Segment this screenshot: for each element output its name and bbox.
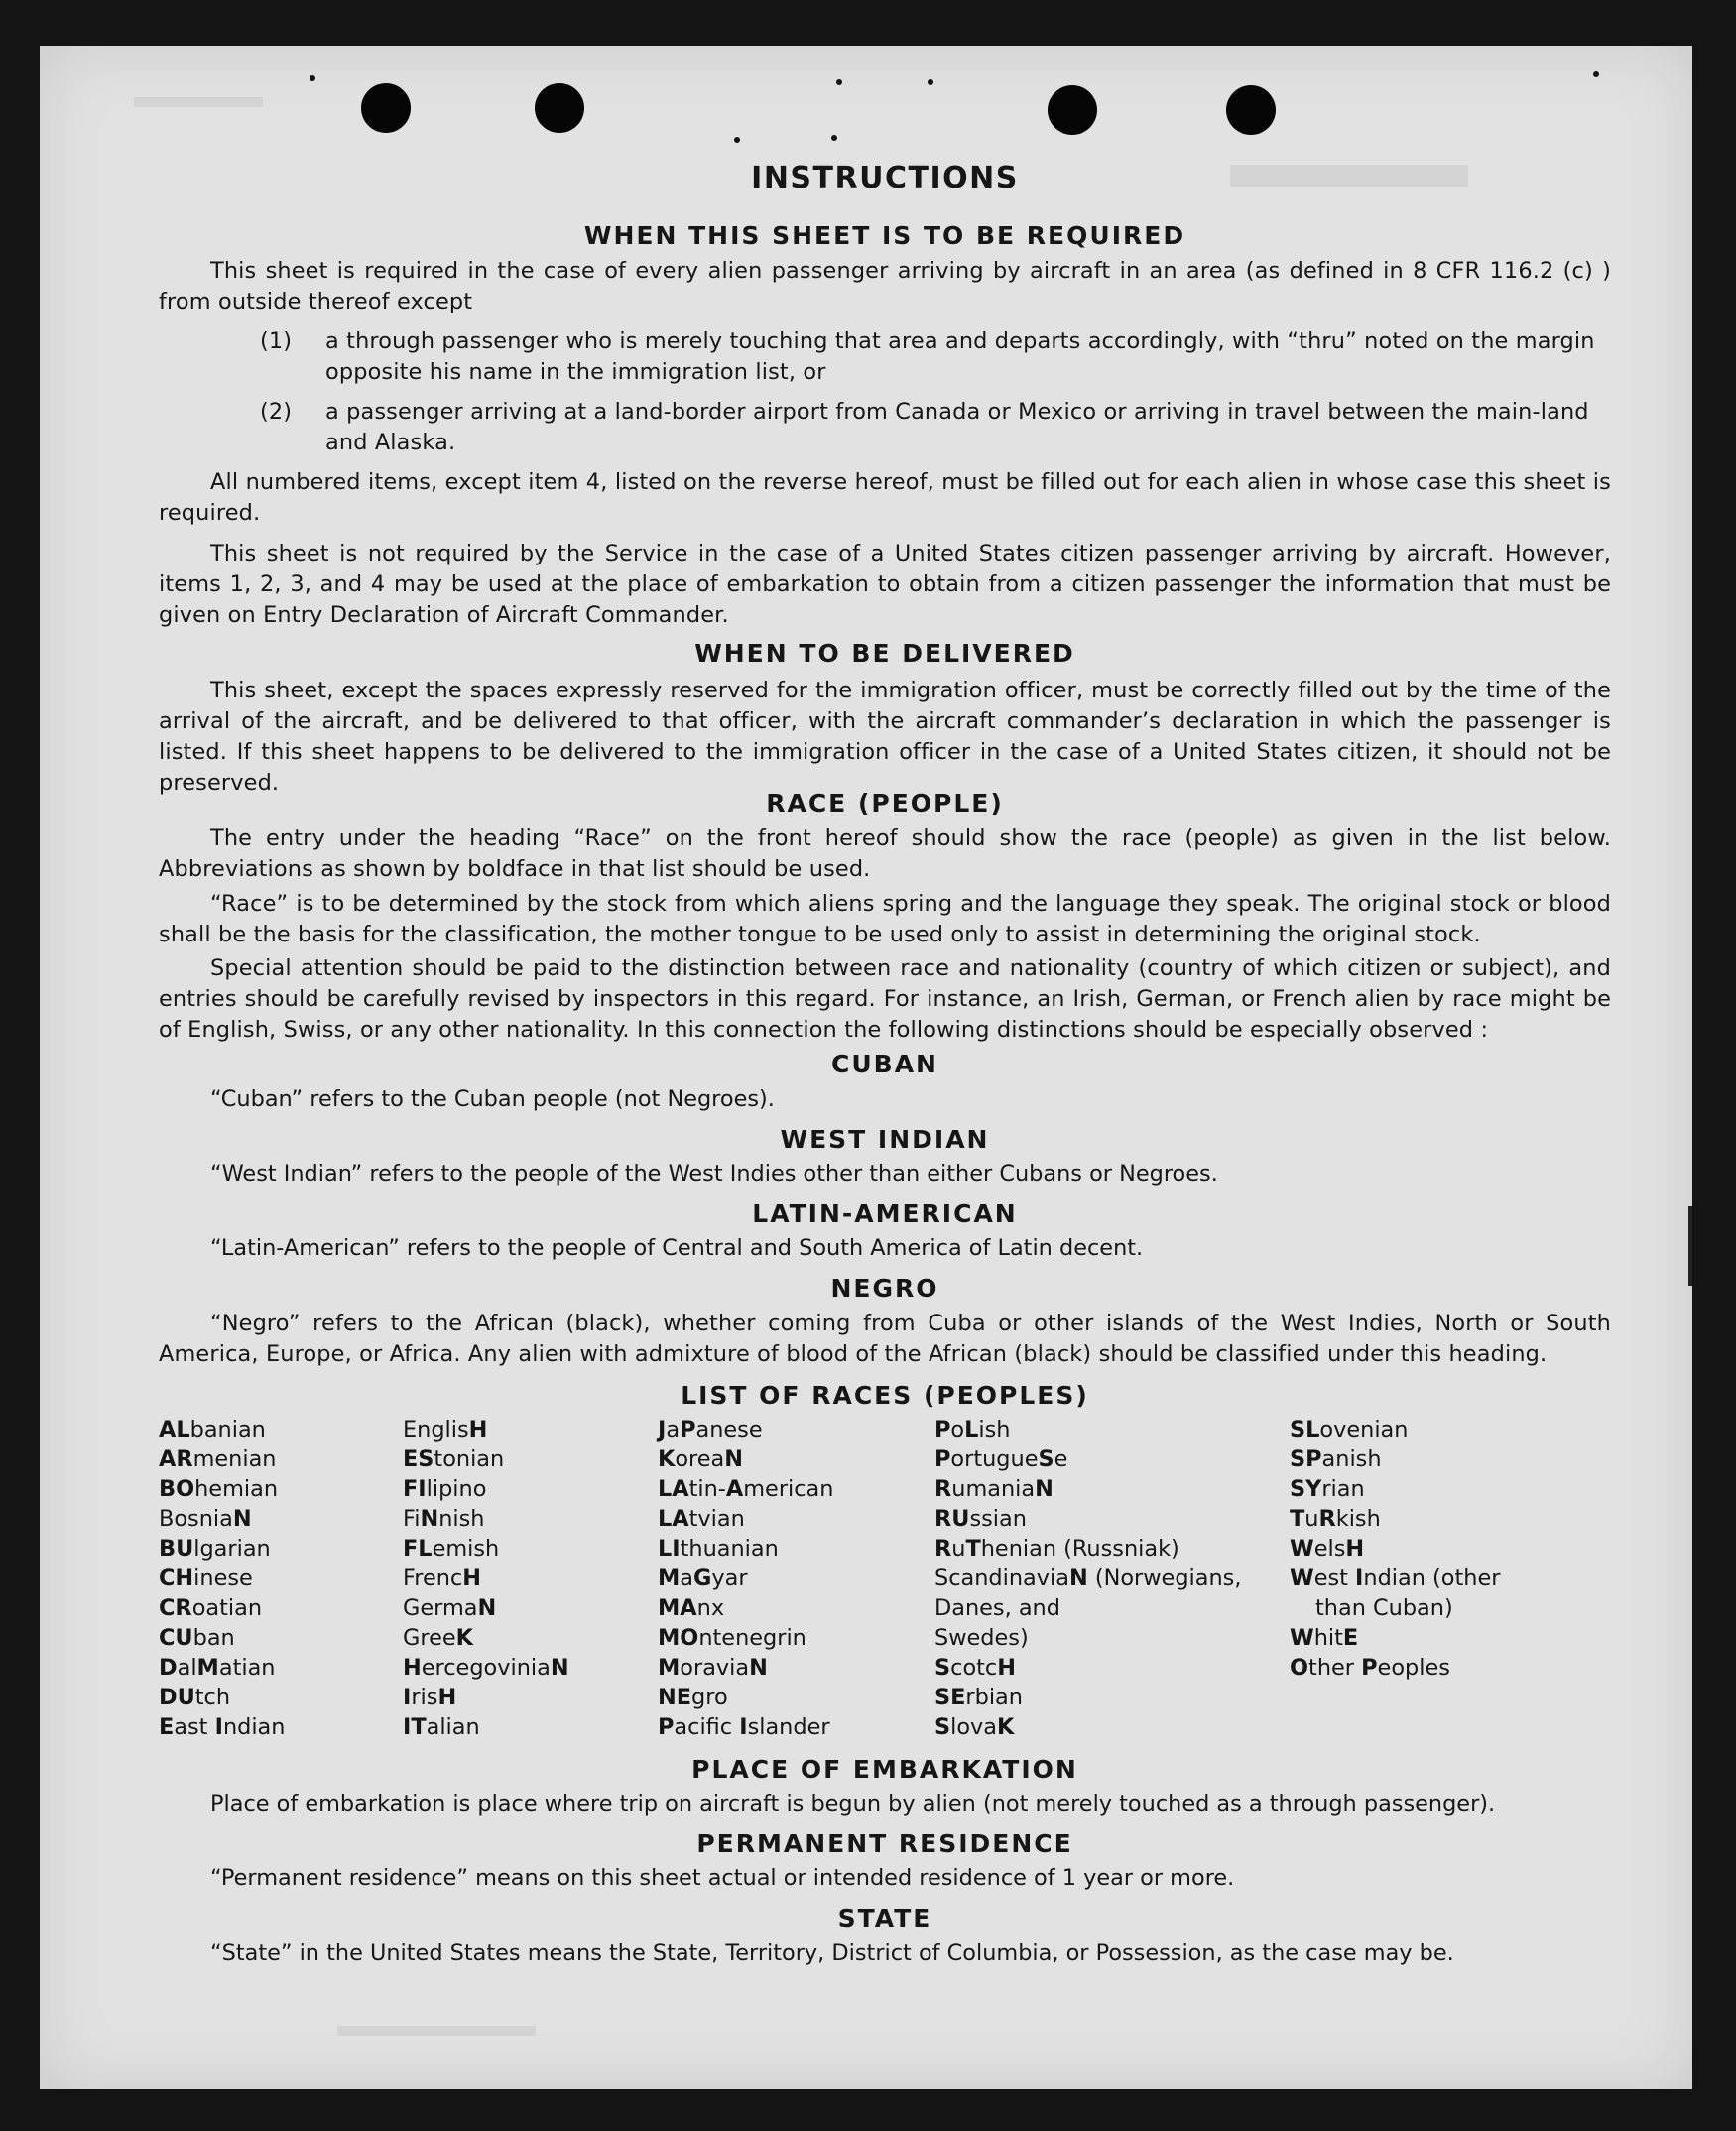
heading-delivered: WHEN TO BE DELIVERED	[694, 639, 1075, 668]
punch-hole	[1048, 85, 1097, 135]
race-item: EStonian	[403, 1446, 505, 1472]
race-item: HercegoviniaN	[403, 1655, 569, 1681]
race-item: Other Peoples	[1290, 1655, 1450, 1681]
race-column	[1290, 1415, 1500, 1683]
race-item: SlovaK	[934, 1714, 1015, 1740]
negro-text: “Negro” refers to the African (black), whether coming from Cuba or other islands of the West Indies, North or South America, Europe, or Africa. Any alien with admixture of blood of the African (black) should be classified under this heading.	[159, 1311, 1611, 1367]
race-item: ARmenian	[159, 1446, 277, 1472]
show-through	[134, 97, 263, 107]
race-item: WelsH	[1290, 1536, 1365, 1562]
race-item: GermaN	[403, 1595, 497, 1621]
heading-west-indian: WEST INDIAN	[780, 1125, 990, 1154]
race-item: SPanish	[1290, 1446, 1382, 1472]
race-item: Swedes)	[934, 1625, 1029, 1651]
speck	[1593, 71, 1599, 77]
race-item: CHinese	[159, 1566, 253, 1591]
race-item: WhitE	[1290, 1625, 1359, 1651]
residence-text: “Permanent residence” means on this sheet actual or intended residence of 1 year or more.	[210, 1865, 1235, 1891]
speck	[310, 75, 315, 81]
race-item: MOntenegrin	[658, 1625, 806, 1651]
speck	[836, 79, 842, 85]
race-item: PoLish	[934, 1417, 1011, 1442]
race-item: FiNnish	[403, 1506, 485, 1532]
heading-embarkation: PLACE OF EMBARKATION	[691, 1755, 1078, 1784]
race-item: CRoatian	[159, 1595, 263, 1621]
race-item: FLemish	[403, 1536, 500, 1562]
race-item: SErbian	[934, 1685, 1023, 1710]
race-para: Special attention should be paid to the distinction between race and nationality (country of which citizen or subject), and entries should be carefully revised by inspectors in this regard. For instance, an Irish, German, or French alien by race might be of English, Swiss, or any other nationality. In this connection the following distinctions should be especially observed :	[159, 955, 1611, 1043]
exception-item: (1) a through passenger who is merely touching that area and departs accordingly, with “thru” noted on the margin opposite his name in the immigration list, or	[260, 328, 1595, 385]
exception-item: (2) a passenger arriving at a land-border airport from Canada or Mexico or arriving in travel between the main-land and Alaska.	[260, 399, 1589, 455]
speck	[831, 135, 837, 141]
cuban-text: “Cuban” refers to the Cuban people (not Negroes).	[210, 1086, 775, 1112]
race-column	[403, 1415, 569, 1742]
heading-race: RACE (PEOPLE)	[766, 789, 1004, 817]
race-item: ITalian	[403, 1714, 480, 1740]
delivered-text: This sheet, except the spaces expressly reserved for the immigration officer, must be correctly filled out by the time of the arrival of the aircraft, and be delivered to that officer, with the aircraft commander’s declaration in which the passenger is listed. If this sheet happens to be delivered to the immigration officer in the case of a United States citizen, it should not be preserved.	[159, 678, 1611, 796]
race-item: Danes, and	[934, 1595, 1060, 1621]
race-item: EnglisH	[403, 1417, 488, 1442]
race-item: IrisH	[403, 1685, 457, 1710]
race-item: DalMatian	[159, 1655, 276, 1681]
race-para: The entry under the heading “Race” on the front hereof should show the race (people) as given in the list below. Abbreviations as shown by boldface in that list should be used.	[159, 825, 1611, 882]
race-item: Pacific Islander	[658, 1714, 830, 1740]
show-through	[337, 2026, 536, 2036]
race-item: FIlipino	[403, 1476, 487, 1502]
latin-american-text: “Latin-American” refers to the people of Central and South America of Latin decent.	[210, 1235, 1144, 1261]
required-para: All numbered items, except item 4, listed on the reverse hereof, must be filled out for each alien in whose case this sheet is required.	[159, 469, 1611, 526]
race-item: BUlgarian	[159, 1536, 271, 1562]
race-item: JaPanese	[658, 1417, 763, 1442]
race-item: MaGyar	[658, 1566, 748, 1591]
race-item: FrencH	[403, 1566, 481, 1591]
race-item: West Indian (other	[1290, 1566, 1501, 1591]
race-item: RuThenian (Russniak)	[934, 1536, 1179, 1562]
heading-latin-american: LATIN-AMERICAN	[752, 1199, 1018, 1228]
heading-residence: PERMANENT RESIDENCE	[696, 1829, 1073, 1858]
race-item: TuRkish	[1290, 1506, 1381, 1532]
heading-cuban: CUBAN	[831, 1050, 938, 1078]
race-item: PortugueSe	[934, 1446, 1068, 1472]
embarkation-text: Place of embarkation is place where trip on aircraft is begun by alien (not merely touched as a through passenger).	[210, 1791, 1496, 1817]
race-item: ALbanian	[159, 1417, 266, 1442]
race-item: SYrian	[1290, 1476, 1365, 1502]
speck	[734, 137, 740, 143]
page-title: INSTRUCTIONS	[751, 161, 1019, 195]
race-column	[658, 1415, 833, 1742]
race-item: LAtvian	[658, 1506, 745, 1532]
race-item: ScandinaviaN (Norwegians,	[934, 1566, 1242, 1591]
race-item: ScotcH	[934, 1655, 1016, 1681]
race-item: RUssian	[934, 1506, 1027, 1532]
race-item: than Cuban)	[1315, 1595, 1453, 1621]
race-para: “Race” is to be determined by the stock from which aliens spring and the language they speak. The original stock or blood shall be the basis for the classification, the mother tongue to be used only to assist in determining the original stock.	[159, 891, 1611, 947]
race-item: CUban	[159, 1625, 235, 1651]
race-item: KoreaN	[658, 1446, 744, 1472]
heading-required: WHEN THIS SHEET IS TO BE REQUIRED	[583, 221, 1186, 250]
required-para: This sheet is not required by the Service in the case of a United States citizen passenger arriving by aircraft. However, items 1, 2, 3, and 4 may be used at the place of embarkation to obtain from a citizen passenger the information that must be given on Entry Declaration of Aircraft Commander.	[159, 541, 1611, 628]
race-item: East Indian	[159, 1714, 286, 1740]
race-item: LAtin-American	[658, 1476, 834, 1502]
race-item: DUtch	[159, 1685, 231, 1710]
race-item: LIthuanian	[658, 1536, 779, 1562]
state-text: “State” in the United States means the State, Territory, District of Columbia, or Possession, as the case may be.	[210, 1941, 1454, 1966]
race-item: NEgro	[658, 1685, 728, 1710]
heading-negro: NEGRO	[830, 1274, 939, 1303]
page-edge-mark	[1688, 1206, 1692, 1286]
race-item: MoraviaN	[658, 1655, 768, 1681]
punch-hole	[361, 83, 411, 133]
race-item: RumaniaN	[934, 1476, 1054, 1502]
required-intro: This sheet is required in the case of every alien passenger arriving by aircraft in an area (as defined in 8 CFR 116.2 (c) ) from outside thereof except	[159, 258, 1611, 314]
speck	[928, 79, 933, 85]
heading-list-of-races: LIST OF RACES (PEOPLES)	[681, 1381, 1089, 1410]
west-indian-text: “West Indian” refers to the people of the West Indies other than either Cubans or Negroes.	[210, 1161, 1218, 1187]
race-item: MAnx	[658, 1595, 725, 1621]
race-column	[159, 1415, 285, 1742]
punch-hole	[535, 83, 584, 133]
race-item: GreeK	[403, 1625, 473, 1651]
race-item: BosniaN	[159, 1506, 252, 1532]
document-sheet	[40, 46, 1692, 2089]
race-column	[934, 1415, 1241, 1742]
race-item: SLovenian	[1290, 1417, 1409, 1442]
punch-hole	[1226, 85, 1276, 135]
race-item: BOhemian	[159, 1476, 279, 1502]
heading-state: STATE	[837, 1904, 932, 1933]
